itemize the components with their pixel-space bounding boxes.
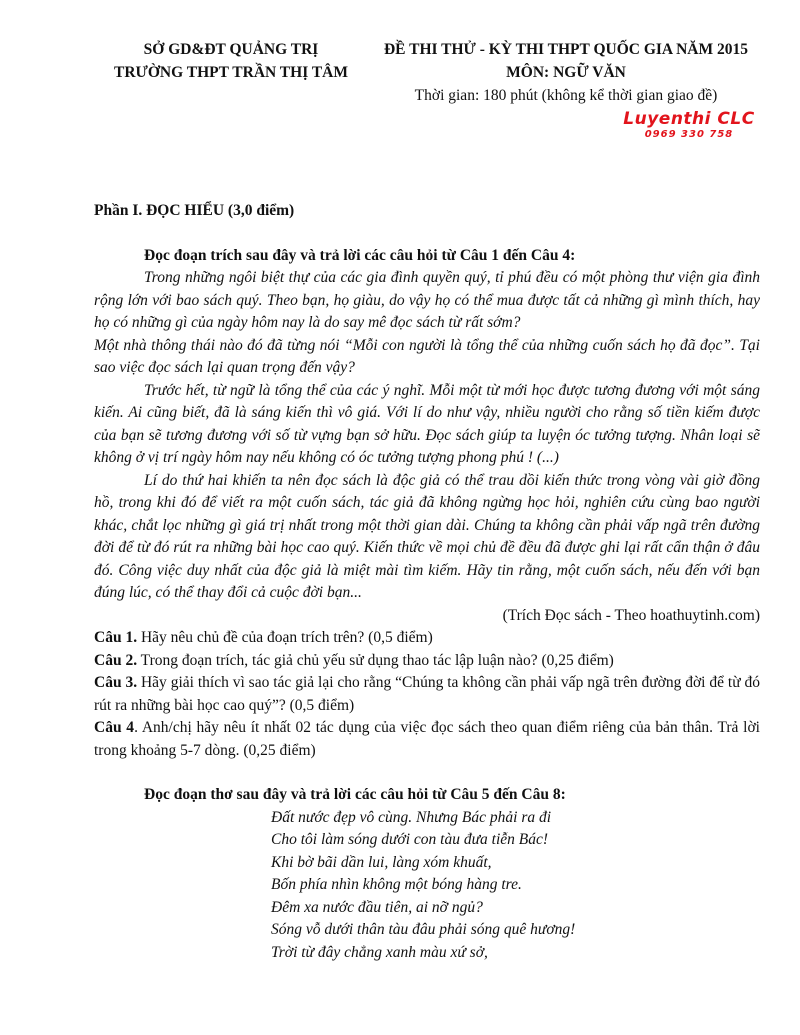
watermark-stamp — [618, 110, 760, 140]
exam-title: ĐỀ THI THỬ - KỲ THI THPT QUỐC GIA NĂM 2015 — [383, 41, 749, 58]
poem-line: Đất nước đẹp vô cùng. Nhưng Bác phải ra đi — [271, 808, 552, 826]
passage-paragraph: Lí do thứ hai khiến ta nên đọc sách là độc giả có thể trau dồi kiến thức trong vòng vài giờ đồng hồ, trong khi đó để viết ra một cuốn sách, tác giả đã không ngừng học hỏi, nghiên cứu cùng bao người khác, chắt lọc những gì giá trị nhất trong một thời gian dài. Chúng ta không cần phải vấp ngã trên đường đời để từ đó rút ra những bài học cao quý. Kiến thức về mọi chủ đề đều đã được ghi lại rất cẩn thận ở đâu đó. Công việc duy nhất của độc giả là miệt mài tìm kiếm. Hãy tin rằng, một cuốn sách, nếu đến với bạn đúng lúc, có thể thay đổi cả cuộc đời bạn... — [94, 471, 760, 601]
part-title: Phần I. ĐỌC HIỂU (3,0 điểm) — [94, 202, 295, 219]
question-2 — [94, 650, 760, 673]
department-name: SỞ GD&ĐT QUẢNG TRỊ — [143, 41, 319, 58]
poem-line: Cho tôi làm sóng dưới con tàu đưa tiễn Bác! — [271, 831, 549, 848]
question-1 — [94, 627, 760, 650]
poem-instruction: Đọc đoạn thơ sau đây và trả lời các câu hỏi từ Câu 5 đến Câu 8: — [144, 786, 566, 803]
exam-duration: Thời gian: 180 phút (không kể thời gian giao đề) — [414, 87, 718, 104]
question-text: . Anh/chị hãy nêu ít nhất 02 tác dụng của việc đọc sách theo quan điểm riêng của bản thân. Trả lời trong khoảng 5-7 dòng. (0,25 điểm) — [94, 719, 760, 759]
passage-paragraph: Trước hết, từ ngữ là tổng thể của các ý nghĩ. Mỗi một từ mới học được tương đương với một sáng kiến. Ai cũng biết, đã là sáng kiến thì vô giá. Với lí do như vậy, nhiều người cho rằng số tiền kiếm được của bạn sẽ tương đương với số từ vựng bạn sở hữu. Đọc sách giúp ta luyện óc tưởng tượng. Nhân loại sẽ không ở vị trí ngày hôm nay nếu không có óc tưởng tượng phong phú ! (...) — [94, 381, 760, 466]
question-text: Trong đoạn trích, tác giả chủ yếu sử dụng thao tác lập luận nào? (0,25 điểm) — [137, 651, 614, 669]
exam-subject: MÔN: NGỮ VĂN — [506, 64, 626, 81]
poem-line: Sóng vỗ dưới thân tàu đâu phải sóng quê hương! — [271, 921, 576, 938]
poem — [271, 807, 760, 965]
question-text: Hãy giải thích vì sao tác giả lại cho rằng “Chúng ta không cần phải vấp ngã trên đường đời để từ đó rút ra những bài học cao quý”? (0,5 điểm) — [94, 674, 760, 714]
reading-instruction: Đọc đoạn trích sau đây và trả lời các câu hỏi từ Câu 1 đến Câu 4: — [144, 246, 576, 264]
school-name: TRƯỜNG THPT TRẦN THỊ TÂM — [114, 64, 348, 81]
question-label: Câu 2. — [94, 651, 138, 669]
passage-source: (Trích Đọc sách - Theo hoathuytinh.com) — [502, 606, 760, 624]
question-3 — [94, 672, 760, 717]
poem-line: Đêm xa nước đầu tiên, ai nỡ ngủ? — [271, 898, 483, 916]
question-label: Câu 3. — [94, 674, 138, 691]
passage-paragraph: Trong những ngôi biệt thự của các gia đình quyền quý, tỉ phú đều có một phòng thư viện gia đình rộng lớn với bao sách quý. Theo bạn, họ giàu, do vậy họ có thể mua được tất cả những gì mình thích, hay họ có những gì của ngày hôm nay là do say mê đọc sách từ rất sớm? — [94, 269, 760, 331]
question-label: Câu 4 — [94, 719, 135, 736]
poem-line: Bốn phía nhìn không một bóng hàng tre. — [271, 876, 522, 893]
passage-paragraph: Một nhà thông thái nào đó đã từng nói “Mỗi con người là tổng thể của những cuốn sách họ đã đọc”. Tại sao việc đọc sách lại quan trọng đến vậy? — [94, 336, 760, 376]
question-label: Câu 1. — [94, 629, 138, 646]
document-body — [94, 200, 760, 964]
poem-line: Trời từ đây chẳng xanh màu xứ sở, — [271, 943, 488, 961]
stamp-phone: 0969 330 758 — [644, 129, 734, 140]
stamp-brand: Luyenthi CLC — [623, 109, 755, 129]
question-text: Hãy nêu chủ đề của đoạn trích trên? (0,5 điểm) — [137, 629, 433, 646]
exam-header — [366, 38, 766, 107]
poem-line: Khi bờ bãi dần lui, làng xóm khuất, — [271, 853, 492, 871]
question-4 — [94, 717, 760, 762]
school-header — [96, 38, 366, 84]
